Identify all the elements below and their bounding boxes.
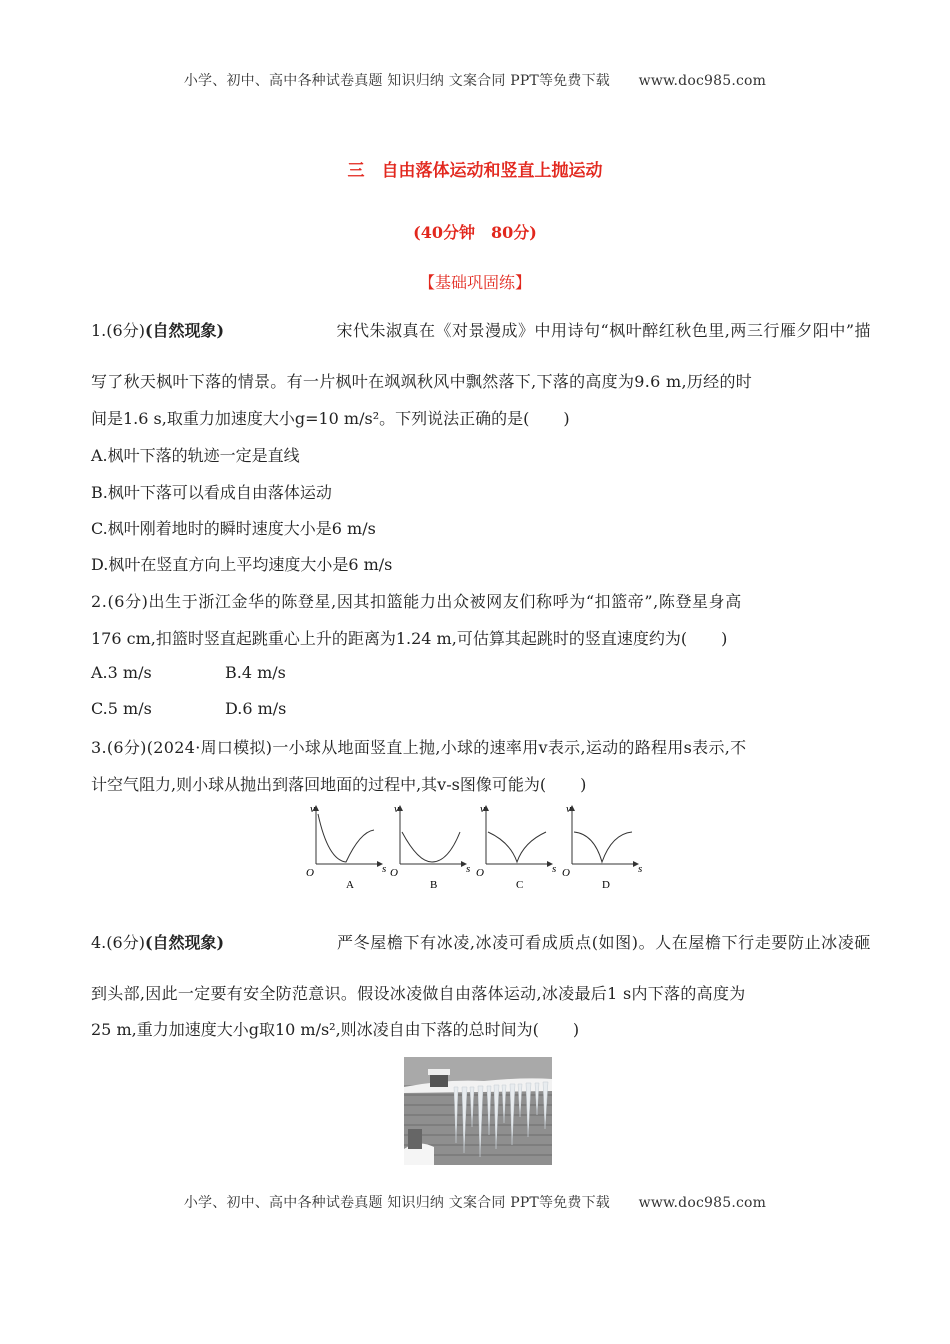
q1-line2: 写了秋天枫叶下落的情景。有一片枫叶在飒飒秋风中飘然落下,下落的高度为9.6 m,历经的时 xyxy=(91,372,753,391)
q1-line3: 间是1.6 s,取重力加速度大小g=10 m/s²。下列说法正确的是( ) xyxy=(91,409,570,428)
q1-option-b: B.枫叶下落可以看成自由落体运动 xyxy=(91,483,332,502)
graph-b xyxy=(390,803,470,891)
graph-c-v-label: v xyxy=(480,803,485,815)
q2-line2: 176 cm,扣篮时竖直起跳重心上升的距离为1.24 m,可估算其起跳时的竖直速度约为( ) xyxy=(91,629,728,648)
header-site: www.doc985.com xyxy=(638,73,767,89)
graph-d xyxy=(562,803,642,891)
graph-c-origin: O xyxy=(476,867,484,879)
graph-a-s-label: s xyxy=(382,863,387,875)
graph-b-v-label: v xyxy=(394,803,399,815)
q4-line1-rest: 严冬屋檐下有冰凌,冰凌可看成质点(如图)。人在屋檐下行走要防止冰凌砸 xyxy=(337,933,871,952)
q1-line1 xyxy=(91,318,871,341)
header-text: 小学、初中、高中各种试卷真题 知识归纳 文案合同 PPT等免费下载 xyxy=(183,73,610,89)
page-footer xyxy=(0,1192,950,1212)
q4-lead: 4.(6分) xyxy=(91,933,145,952)
q1-option-a: A.枫叶下落的轨迹一定是直线 xyxy=(91,446,300,465)
chapter-title: 三 自由落体运动和竖直上抛运动 xyxy=(347,161,603,181)
q4-line2: 到头部,因此一定要有安全防范意识。假设冰凌做自由落体运动,冰凌最后1 s内下落的高度为 xyxy=(91,984,746,1003)
graph-a xyxy=(306,803,386,891)
graph-d-origin: O xyxy=(562,867,570,879)
q2-option-c: C.5 m/s xyxy=(91,699,152,718)
q3-line2: 计空气阻力,则小球从抛出到落回地面的过程中,其v-s图像可能为( ) xyxy=(91,775,587,794)
graph-b-origin: O xyxy=(390,867,398,879)
graph-d-s-label: s xyxy=(638,863,643,875)
q2-line1: 2.(6分)出生于浙江金华的陈登星,因其扣篮能力出众被网友们称呼为“扣篮帝”,陈登星身高 xyxy=(91,592,742,611)
q4-line1 xyxy=(91,930,871,953)
icicles-photo xyxy=(404,1057,552,1165)
q1-tag: (自然现象) xyxy=(144,321,225,340)
q1-option-d: D.枫叶在竖直方向上平均速度大小是6 m/s xyxy=(91,555,393,574)
q2-option-a: A.3 m/s xyxy=(91,663,152,682)
time-info: (40分钟 80分) xyxy=(413,223,537,242)
graph-b-label: B xyxy=(430,879,438,891)
q3-line1: 3.(6分)(2024·周口模拟)一小球从地面竖直上抛,小球的速率用v表示,运动的路程用s表示,不 xyxy=(91,738,747,757)
vs-graphs xyxy=(302,802,650,894)
q1-option-c: C.枫叶刚着地时的瞬时速度大小是6 m/s xyxy=(91,519,376,538)
graph-b-s-label: s xyxy=(466,863,471,875)
q1-line1-rest: 宋代朱淑真在《对景漫成》中用诗句“枫叶醉红秋色里,两三行雁夕阳中”描 xyxy=(336,321,871,340)
q2-options-row1 xyxy=(91,663,871,682)
q4-tag: (自然现象) xyxy=(144,933,225,952)
q1-lead: 1.(6分) xyxy=(91,321,145,340)
graph-a-origin: O xyxy=(306,867,314,879)
q4-line3: 25 m,重力加速度大小g取10 m/s²,则冰凌自由下落的总时间为( ) xyxy=(91,1020,580,1039)
q2-option-d: D.6 m/s xyxy=(225,699,287,718)
section-heading: 【基础巩固练】 xyxy=(418,273,531,292)
graph-a-v-label: v xyxy=(310,803,315,815)
graph-c-label: C xyxy=(516,879,524,891)
graph-d-v-label: v xyxy=(566,803,571,815)
q2-option-b: B.4 m/s xyxy=(225,663,286,682)
graph-d-label: D xyxy=(602,879,610,891)
graph-a-label: A xyxy=(346,879,354,891)
q2-options-row2 xyxy=(91,699,871,718)
footer-site: www.doc985.com xyxy=(638,1195,767,1211)
page-header xyxy=(0,70,950,90)
footer-text: 小学、初中、高中各种试卷真题 知识归纳 文案合同 PPT等免费下载 xyxy=(183,1195,610,1211)
graph-c xyxy=(476,803,556,891)
graph-c-s-label: s xyxy=(552,863,557,875)
